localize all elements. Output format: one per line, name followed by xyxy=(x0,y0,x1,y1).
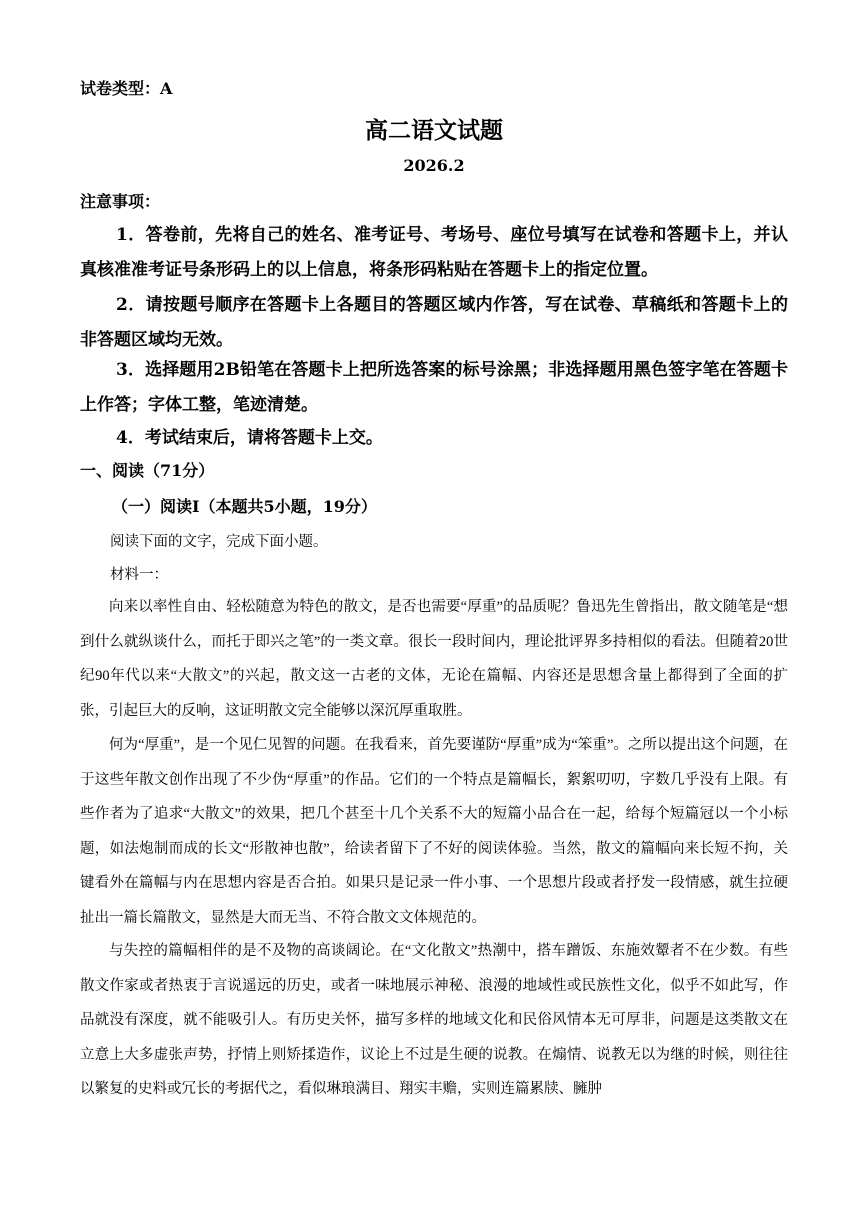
notice-item-3: 3．选择题用2B铅笔在答题卡上把所选答案的标号涂黑；非选择题用黑色签字笔在答题卡上作答；字体工整，笔迹清楚。 xyxy=(80,360,788,415)
body-paragraph: 与失控的篇幅相伴的是不及物的高谈阔论。在“文化散文”热潮中，搭车蹭饭、东施效颦者不在少数。有些散文作家或者热衷于言说遥远的历史，或者一味地展示神秘、浪漫的地域性或民族性文化，似乎不如此写，作品就没有深度，就不能吸引人。有历史关怀，描写多样的地域文化和民俗风情本无可厚非，问题是这类散文在立意上大多虚张声势，抒情上则矫揉造作，议论上不过是生硬的说教。在煽情、说教无以为继的时候，则往往以繁复的史料或冗长的考据代之，看似琳琅满目、翔实丰赡，实则连篇累牍、臃肿 xyxy=(80,943,788,1097)
body-paragraph: 何为“厚重”，是一个见仁见智的问题。在我看来，首先要谨防“厚重”成为“笨重”。之所以提出这个问题，在于这些年散文创作出现了不少伪“厚重”的作品。它们的一个特点是篇幅长，絮絮叨叨，字数几乎没有上限。有些作者为了追求“大散文”的效果，把几个甚至十几个关系不大的短篇小品合在一起，给每个短篇冠以一个小标题，如法炮制而成的长文“形散神也散”，给读者留下了不好的阅读体验。当然，散文的篇幅向来长短不拘，关键看外在篇幅与内在思想内容是否合拍。如果只是记录一件小事、一个思想片段或者抒发一段情感，就生拉硬扯出一篇长篇散文，显然是大而无当、不符合散文文体规范的。 xyxy=(80,737,788,926)
notice-item-2: 2．请按题号顺序在答题卡上各题目的答题区域内作答，写在试卷、草稿纸和答题卡上的非答题区域均无效。 xyxy=(80,295,788,350)
page-title: 高二语文试题 xyxy=(365,117,503,144)
subsection-heading: （一）阅读Ⅰ（本题共5小题，19分） xyxy=(112,497,377,516)
body-paragraph: 向来以率性自由、轻松随意为特色的散文，是否也需要“厚重”的品质呢？鲁迅先生曾指出，散文随笔是“想到什么就纵谈什么，而托于即兴之笔”的一类文章。很长一段时间内，理论批评界多持相似的看法。但随着20世纪90年代以来“大散文”的兴起，散文这一古老的文体，无论在篇幅、内容还是思想含量上都得到了全面的扩张，引起巨大的反响，这证明散文完全能够以深沉厚重取胜。 xyxy=(80,599,788,719)
exam-date: 2026.2 xyxy=(403,156,465,175)
notice-item-4: 4．考试结束后，请将答题卡上交。 xyxy=(116,428,383,448)
notice-heading: 注意事项： xyxy=(80,192,161,211)
reading-instruction: 阅读下面的文字，完成下面小题。 xyxy=(110,534,328,550)
material-label: 材料一： xyxy=(110,567,168,583)
notice-item-1: 1．答卷前，先将自己的姓名、准考证号、考场号、座位号填写在试卷和答题卡上，并认真核准准考证号条形码上的以上信息，将条形码粘贴在答题卡上的指定位置。 xyxy=(80,225,788,280)
section-heading: 一、阅读（71分） xyxy=(80,461,215,480)
paper-type: 试卷类型：A xyxy=(80,79,173,98)
